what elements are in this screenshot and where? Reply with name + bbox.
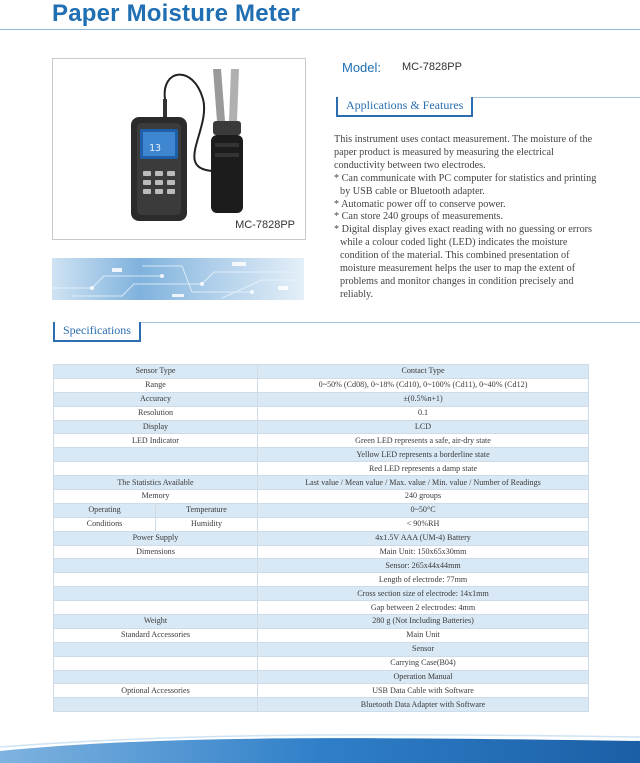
spec-label-empty [54,573,258,587]
circuit-banner [52,258,304,300]
photo-caption: MC-7828PP [235,219,295,231]
model-label: Model: [342,60,382,75]
table-row [54,434,589,448]
table-row [54,365,589,379]
table-row [54,559,589,573]
spec-label-empty [54,642,258,656]
table-row [54,378,589,392]
spec-label: Accuracy [54,392,258,406]
svg-text:13: 13 [149,143,162,154]
spec-value: Green LED represents a safe, air-dry state [258,434,589,448]
spec-label: Operating [54,503,156,517]
spec-label: Optional Accessories [54,684,258,698]
spec-label: Range [54,378,258,392]
spec-value: Last value / Mean value / Max. value / Min. value / Number of Readings [258,476,589,490]
title-divider [0,29,640,30]
spec-label-empty [54,698,258,712]
model-value: MC-7828PP [402,61,462,73]
spec-value: 0~50°C [258,503,589,517]
spec-value: Red LED represents a damp state [258,462,589,476]
spec-value: 240 groups [258,490,589,504]
specifications-heading: Specifications [53,322,141,342]
spec-label: Resolution [54,406,258,420]
spec-label: The Statistics Available [54,476,258,490]
spec-value: Gap between 2 electrodes: 4mm [258,601,589,615]
table-row [54,406,589,420]
spec-label: Conditions [54,517,156,531]
table-row [54,587,589,601]
table-row [54,392,589,406]
bottom-wave-decoration [0,733,640,763]
feature-item: * Can store 240 groups of measurements. [334,211,503,223]
spec-label-empty [54,587,258,601]
table-row [54,476,589,490]
spec-label-empty [54,601,258,615]
circuit-pattern-icon [52,258,304,300]
table-row [54,573,589,587]
specifications-rule [53,322,640,323]
table-row [54,531,589,545]
spec-value: Contact Type [258,365,589,379]
table-row [54,517,589,531]
spec-value: Bluetooth Data Adapter with Software [258,698,589,712]
table-row [54,698,589,712]
table-row [54,670,589,684]
product-photo [52,58,306,240]
spec-value: 280 g (Not Including Batteries) [258,615,589,629]
applications-heading: Applications & Features [336,97,473,117]
spec-value: Sensor [258,642,589,656]
feature-item: * Can communicate with PC computer for statistics and printing by USB cable or Bluetooth adapter. [334,172,597,197]
spec-label-empty [54,656,258,670]
spec-label: Display [54,420,258,434]
spec-label-empty [54,448,258,462]
table-row [54,462,589,476]
feature-item: * Automatic power off to conserve power. [334,198,506,210]
applications-intro: This instrument uses contact measurement. The moisture of the paper product is measured by measuring the electrical conductivity between two electrodes. [334,134,593,171]
spec-label-empty [54,462,258,476]
spec-label: LED Indicator [54,434,258,448]
spec-value: 4x1.5V AAA (UM-4) Battery [258,531,589,545]
table-row [54,601,589,615]
moisture-meter-illustration [53,59,305,239]
spec-value: Yellow LED represents a borderline state [258,448,589,462]
spec-value: Operation Manual [258,670,589,684]
spec-label-empty [54,559,258,573]
spec-value: USB Data Cable with Software [258,684,589,698]
spec-value: Main Unit [258,628,589,642]
spec-value: Carrying Case(B04) [258,656,589,670]
table-row [54,503,589,517]
spec-sublabel: Humidity [156,517,258,531]
page-title: Paper Moisture Meter [52,0,301,27]
spec-label: Standard Accessories [54,628,258,642]
spec-label: Dimensions [54,545,258,559]
table-row [54,684,589,698]
spec-value: Cross section size of electrode: 14x1mm [258,587,589,601]
specifications-table [53,364,589,712]
spec-sublabel: Temperature [156,503,258,517]
spec-label: Weight [54,615,258,629]
table-row [54,656,589,670]
table-row [54,615,589,629]
spec-label: Power Supply [54,531,258,545]
spec-value: Length of electrode: 77mm [258,573,589,587]
spec-value: ±(0.5%n+1) [258,392,589,406]
table-row [54,628,589,642]
spec-value: Sensor: 265x44x44mm [258,559,589,573]
spec-label: Memory [54,490,258,504]
spec-value: LCD [258,420,589,434]
spec-value: Main Unit: 150x65x30mm [258,545,589,559]
spec-label-empty [54,670,258,684]
spec-value: < 90%RH [258,517,589,531]
table-row [54,420,589,434]
applications-description [334,134,606,302]
spec-value: 0.1 [258,406,589,420]
feature-item: * Digital display gives exact reading with no guessing or errors while a colour coded light (LED) indicates the moisture condition of the material. This combined presentation of moisture measurement helps the user to map the extent of problems and monitor changes in condition precisely and reliably. [334,224,593,300]
spec-value: 0~50% (Cd08), 0~18% (Cd10), 0~100% (Cd11), 0~40% (Cd12) [258,378,589,392]
table-row [54,545,589,559]
table-row [54,642,589,656]
table-row [54,490,589,504]
table-row [54,448,589,462]
spec-label: Sensor Type [54,365,258,379]
